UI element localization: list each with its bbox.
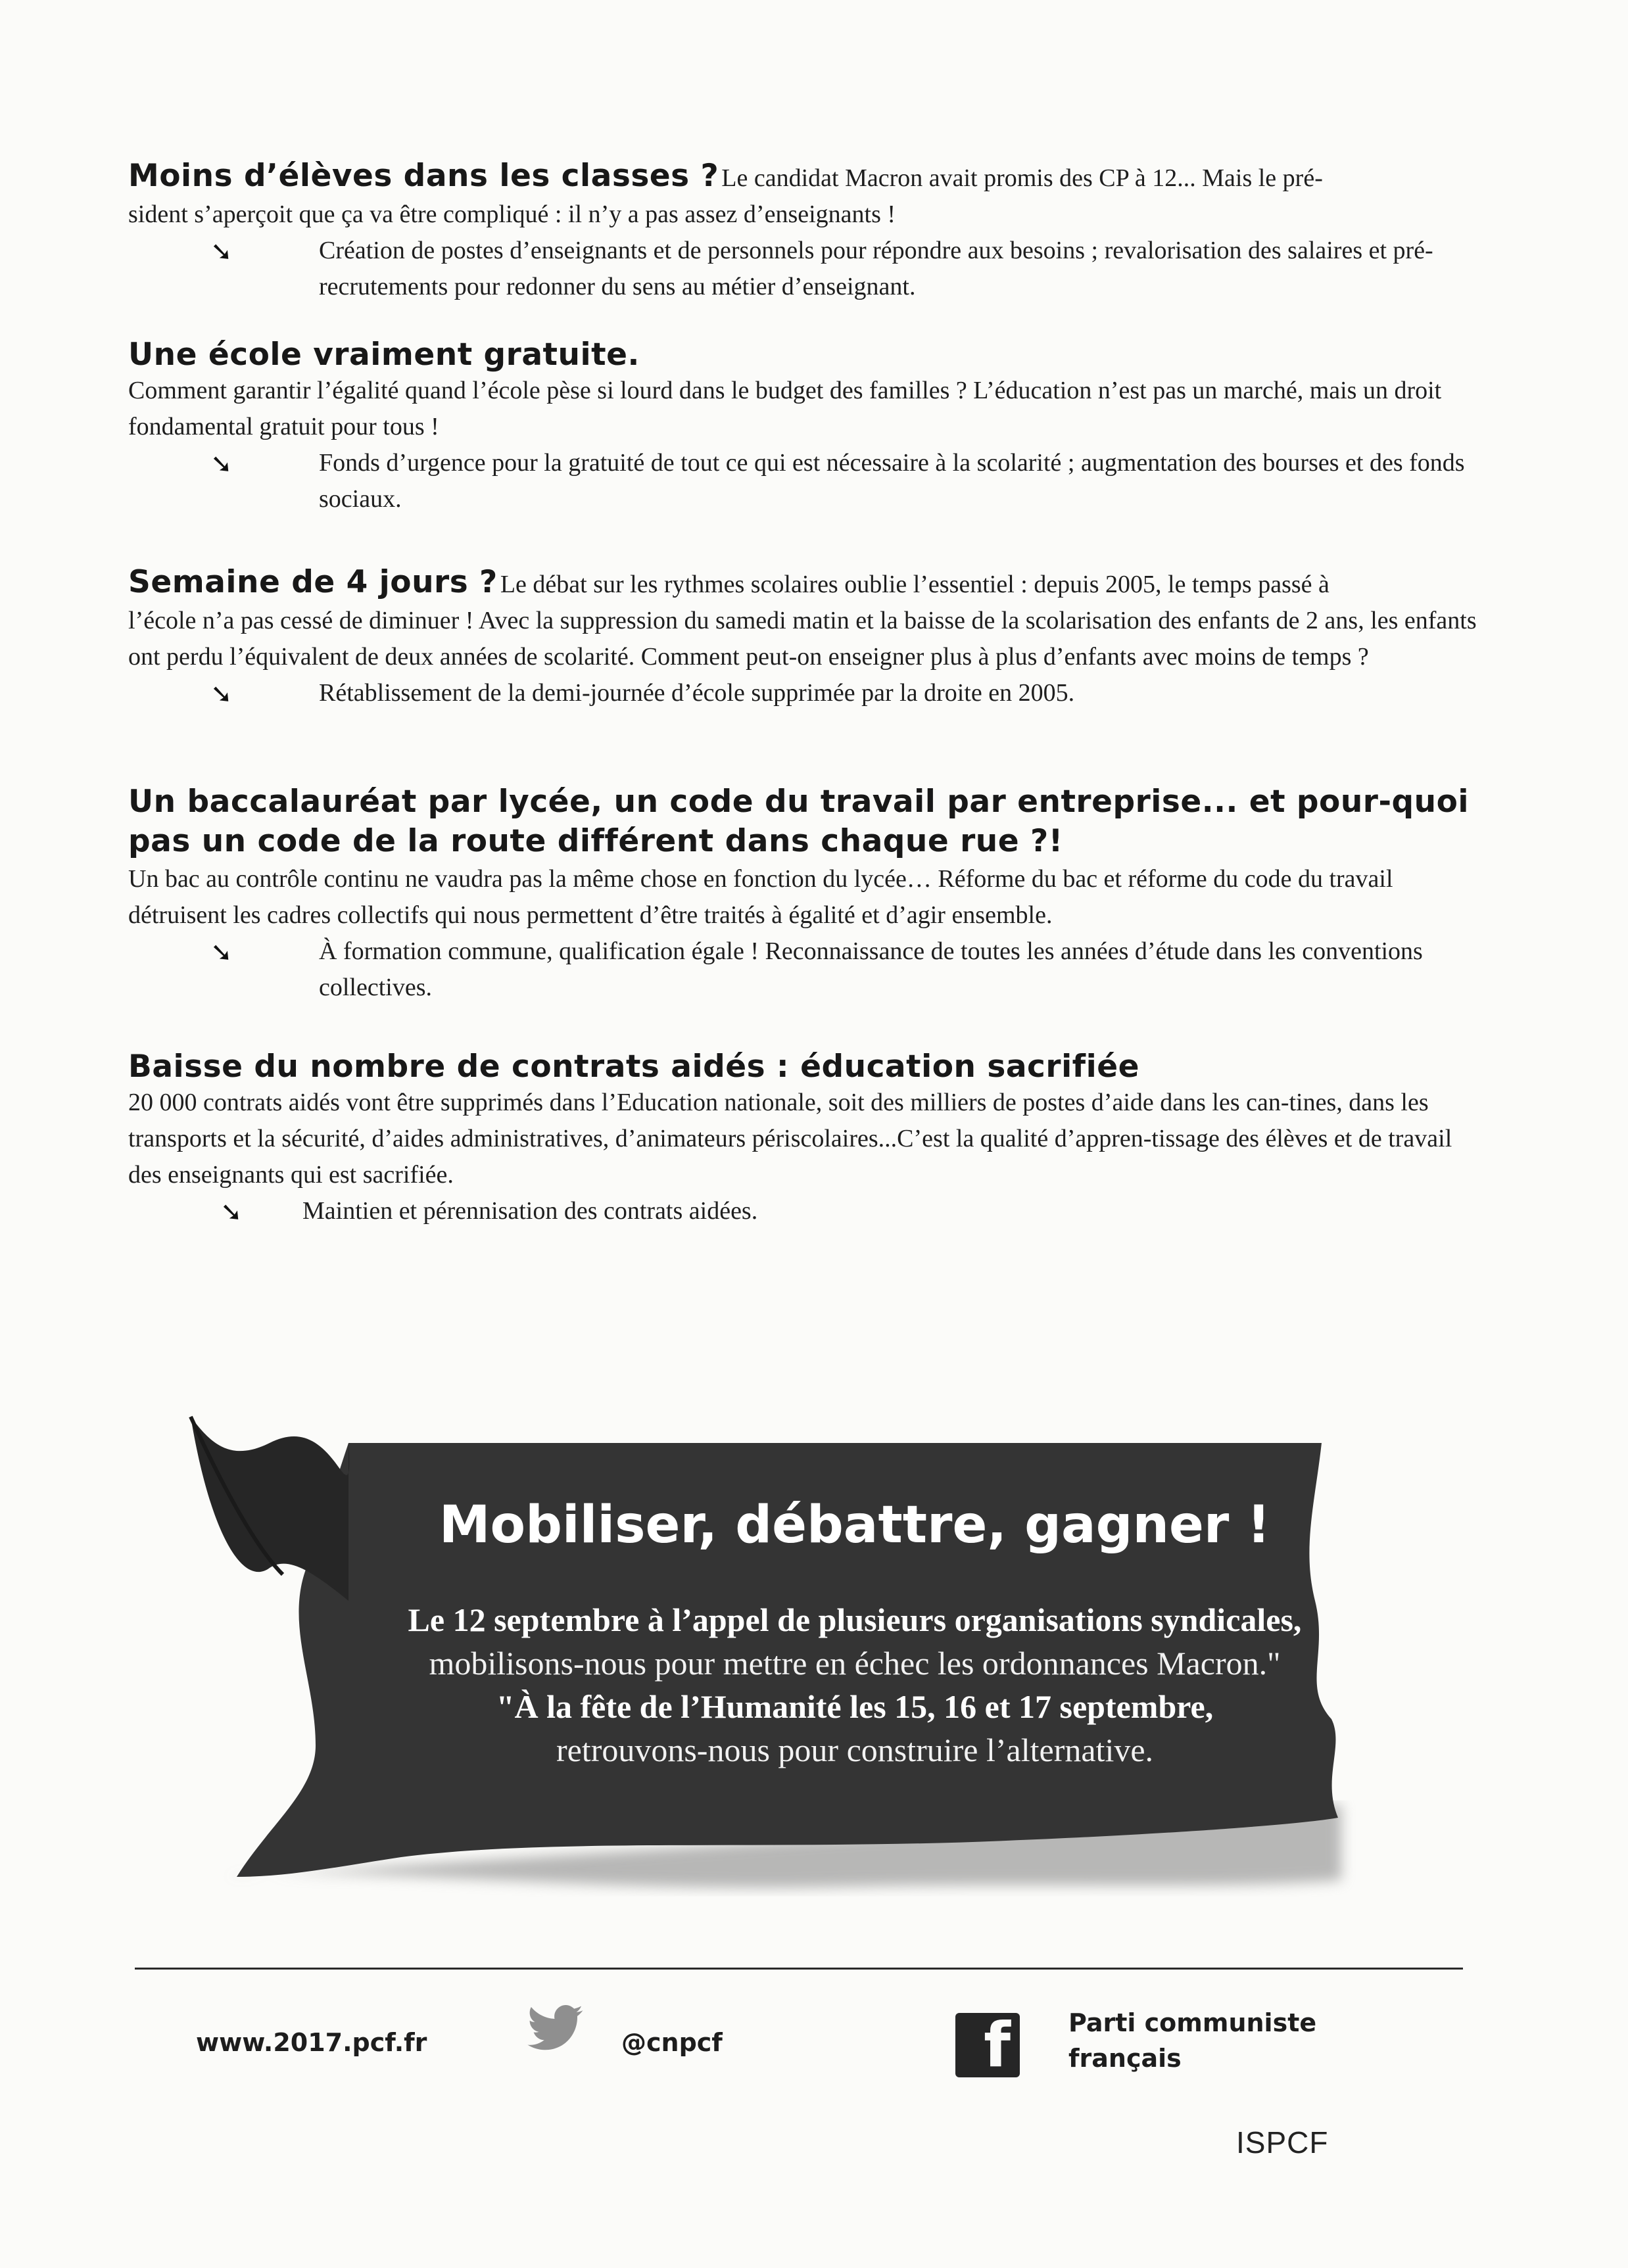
section-bullet xyxy=(128,1193,1483,1229)
facebook-line-1: Parti communiste xyxy=(1068,2008,1317,2037)
bullet-text: Fonds d’urgence pour la gratuité de tout ce qui est nécessaire à la scolarité ; augmentation des bourses et des fonds sociaux. xyxy=(319,449,1465,513)
section-body: Un bac au contrôle continu ne vaudra pas la même chose en fonction du lycée… Réforme du bac et réforme du code du travail détruisent les cadres collectifs qui nous permettent d’être traités à égalité et d’agir ensemble. xyxy=(128,865,1393,929)
section-body: sident s’aperçoit que ça va être compliqué : il n’y a pas assez d’enseignants ! xyxy=(128,201,896,228)
facebook-line-2: français xyxy=(1068,2044,1182,2073)
arrow-icon: ➘ xyxy=(210,449,233,479)
banner-line-1: Le 12 septembre à l’appel de plusieurs organisations syndicales, xyxy=(408,1601,1302,1638)
section-heading: Baisse du nombre de contrats aidés : éducation sacrifiée xyxy=(128,1049,1139,1085)
section-heading: Une école vraiment gratuite. xyxy=(128,337,640,373)
arrow-icon: ➘ xyxy=(210,679,233,709)
mobilisation-banner xyxy=(184,1404,1368,1943)
archive-signature: ISPCF xyxy=(1236,2125,1329,2160)
bullet-text: Maintien et pérennisation des contrats aidées. xyxy=(302,1197,758,1225)
bullet-text: Rétablissement de la demi-journée d’école supprimée par la droite en 2005. xyxy=(319,679,1075,707)
section-heading: Un baccalauréat par lycée, un code du travail par entreprise... et pour-quoi pas un code de la route différent dans chaque rue ?! xyxy=(128,784,1469,859)
banner-line-3: "À la fête de l’Humanité les 15, 16 et 17 septembre, xyxy=(496,1688,1214,1725)
section-body: l’école n’a pas cessé de diminuer ! Avec la suppression du samedi matin et la baisse de la scolarisation des enfants de 2 ans, les enfants ont perdu l’équivalent de deux années de scolarité. Comment peut-on enseigner plus à plus d’enfants avec moins de temps ? xyxy=(128,607,1477,671)
section-free-school xyxy=(128,337,1483,517)
banner-title: Mobiliser, débattre, gagner ! xyxy=(439,1496,1271,1555)
section-class-size xyxy=(128,158,1483,305)
section-bullet xyxy=(128,933,1483,1006)
twitter-handle[interactable]: @cnpcf xyxy=(621,2028,723,2057)
banner-line-2: mobilisons-nous pour mettre en échec les ordonnances Macron." xyxy=(429,1645,1281,1682)
section-intro: Le débat sur les rythmes scolaires oublie l’essentiel : depuis 2005, le temps passé à xyxy=(500,571,1329,598)
section-four-day-week xyxy=(128,564,1483,711)
section-intro: Le candidat Macron avait promis des CP à 12... Mais le pré- xyxy=(721,164,1323,192)
section-body: Comment garantir l’égalité quand l’école pèse si lourd dans le budget des familles ? L’éducation n’est pas un marché, mais un droit fondamental gratuit pour tous ! xyxy=(128,377,1442,440)
footer-divider xyxy=(135,1968,1463,1970)
section-heading: Semaine de 4 jours ? xyxy=(128,564,498,600)
website-link[interactable]: www.2017.pcf.fr xyxy=(196,2028,427,2057)
arrow-icon: ➘ xyxy=(210,937,233,968)
bullet-text: À formation commune, qualification égale ! Reconnaissance de toutes les années d’étude dans les conventions collectives. xyxy=(319,937,1423,1001)
section-body: 20 000 contrats aidés vont être supprimés dans l’Education nationale, soit des milliers de postes d’aide dans les can-tines, dans les transports et la sécurité, d’aides administratives, d’animateurs périscolaires...C’est la qualité d’appren-tissage des élèves et de travail des enseignants qui est sacrifiée. xyxy=(128,1089,1452,1189)
section-bullet xyxy=(128,675,1483,711)
facebook-icon[interactable]: f xyxy=(955,2013,1020,2077)
section-heading: Moins d’élèves dans les classes ? xyxy=(128,158,719,194)
arrow-icon: ➘ xyxy=(210,237,233,267)
facebook-page-name[interactable] xyxy=(1068,2005,1316,2076)
section-baccalaureat xyxy=(128,782,1483,1006)
section-bullet xyxy=(128,445,1483,517)
section-bullet xyxy=(128,233,1483,305)
arrow-icon: ➘ xyxy=(220,1197,243,1227)
bullet-text: Création de postes d’enseignants et de personnels pour répondre aux besoins ; revalorisation des salaires et pré-recrutements pour redonner du sens au métier d’enseignant. xyxy=(319,237,1433,300)
section-contrats-aides xyxy=(128,1049,1483,1229)
banner-line-4: retrouvons-nous pour construire l’alternative. xyxy=(556,1732,1154,1768)
twitter-icon[interactable] xyxy=(526,2005,585,2054)
